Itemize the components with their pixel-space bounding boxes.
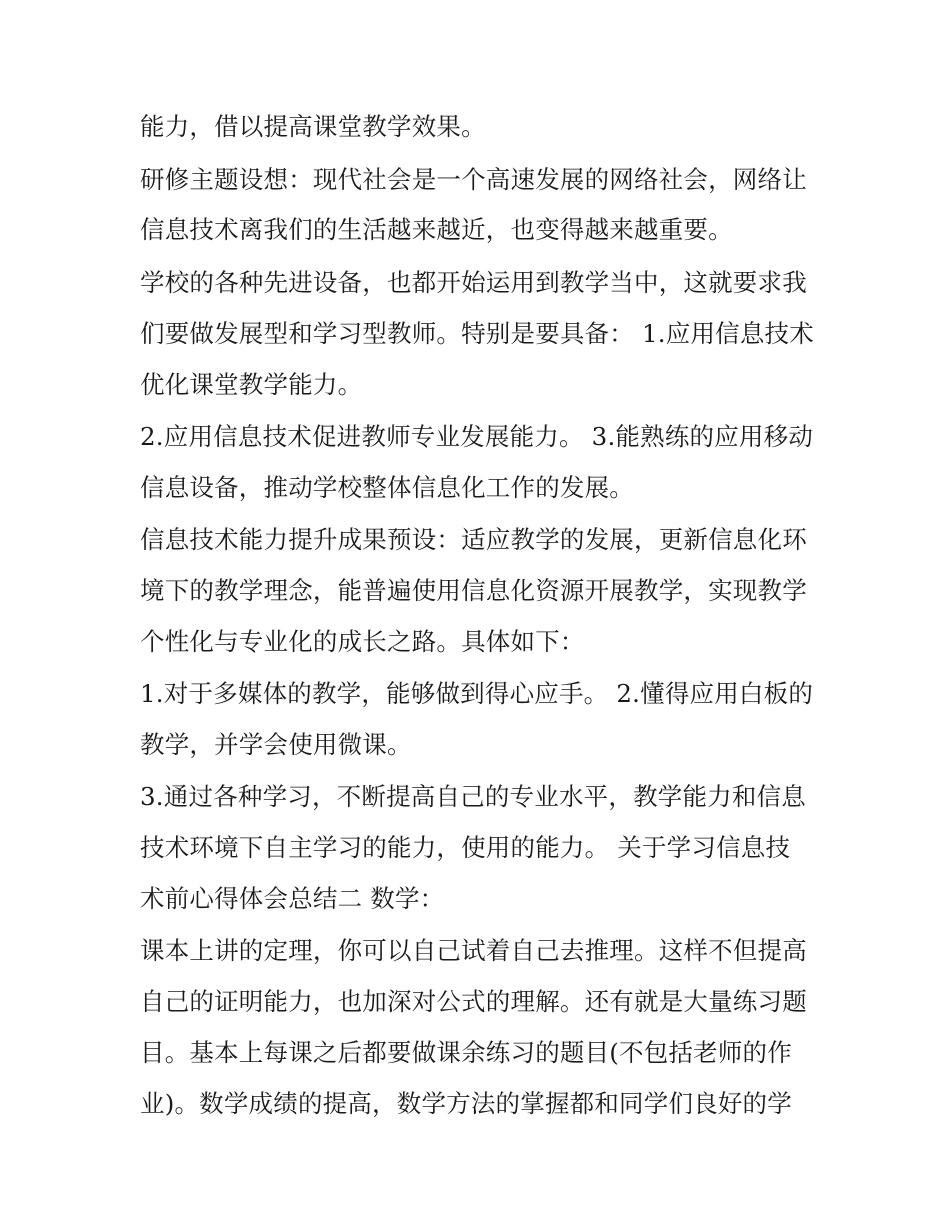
text-line: 2.应用信息技术促进教师专业发展能力。 3.能熟练的应用移动 bbox=[140, 422, 814, 451]
text-line: 教学，并学会使用微课。 bbox=[140, 730, 412, 759]
text-line: 技术环境下自主学习的能力，使用的能力。 关于学习信息技 bbox=[140, 833, 791, 862]
text-line: 3.通过各种学习，不断提高自己的专业水平，教学能力和信息 bbox=[140, 782, 806, 811]
text-line: 们要做发展型和学习型教师。特别是要具备： 1.应用信息技术 bbox=[140, 319, 814, 348]
text-line: 研修主题设想：现代社会是一个高速发展的网络社会，网络让 bbox=[140, 165, 807, 194]
text-line: 课本上讲的定理，你可以自己试着自己去推理。这样不但提高 bbox=[140, 936, 807, 965]
text-line: 1.对于多媒体的教学，能够做到得心应手。 2.懂得应用白板的 bbox=[140, 679, 814, 708]
text-line: 境下的教学理念，能普遍使用信息化资源开展教学，实现教学 bbox=[140, 576, 807, 605]
text-line: 学校的各种先进设备，也都开始运用到教学当中，这就要求我 bbox=[140, 268, 807, 297]
text-line: 自己的证明能力，也加深对公式的理解。还有就是大量练习题 bbox=[140, 987, 807, 1016]
text-line: 信息技术能力提升成果预设：适应教学的发展，更新信息化环 bbox=[140, 525, 807, 554]
text-line: 术前心得体会总结二 数学： bbox=[140, 884, 445, 913]
text-line: 个性化与专业化的成长之路。具体如下： bbox=[140, 627, 585, 656]
text-line: 能力，借以提高课堂教学效果。 bbox=[140, 112, 486, 141]
text-line: 优化课堂教学能力。 bbox=[140, 370, 363, 399]
text-line: 目。基本上每课之后都要做课余练习的题目(不包括老师的作 bbox=[140, 1038, 792, 1067]
text-line: 信息设备，推动学校整体信息化工作的发展。 bbox=[140, 473, 634, 502]
text-line: 信息技术离我们的生活越来越近，也变得越来越重要。 bbox=[140, 215, 733, 244]
text-line: 业)。数学成绩的提高，数学方法的掌握都和同学们良好的学 bbox=[140, 1089, 792, 1118]
